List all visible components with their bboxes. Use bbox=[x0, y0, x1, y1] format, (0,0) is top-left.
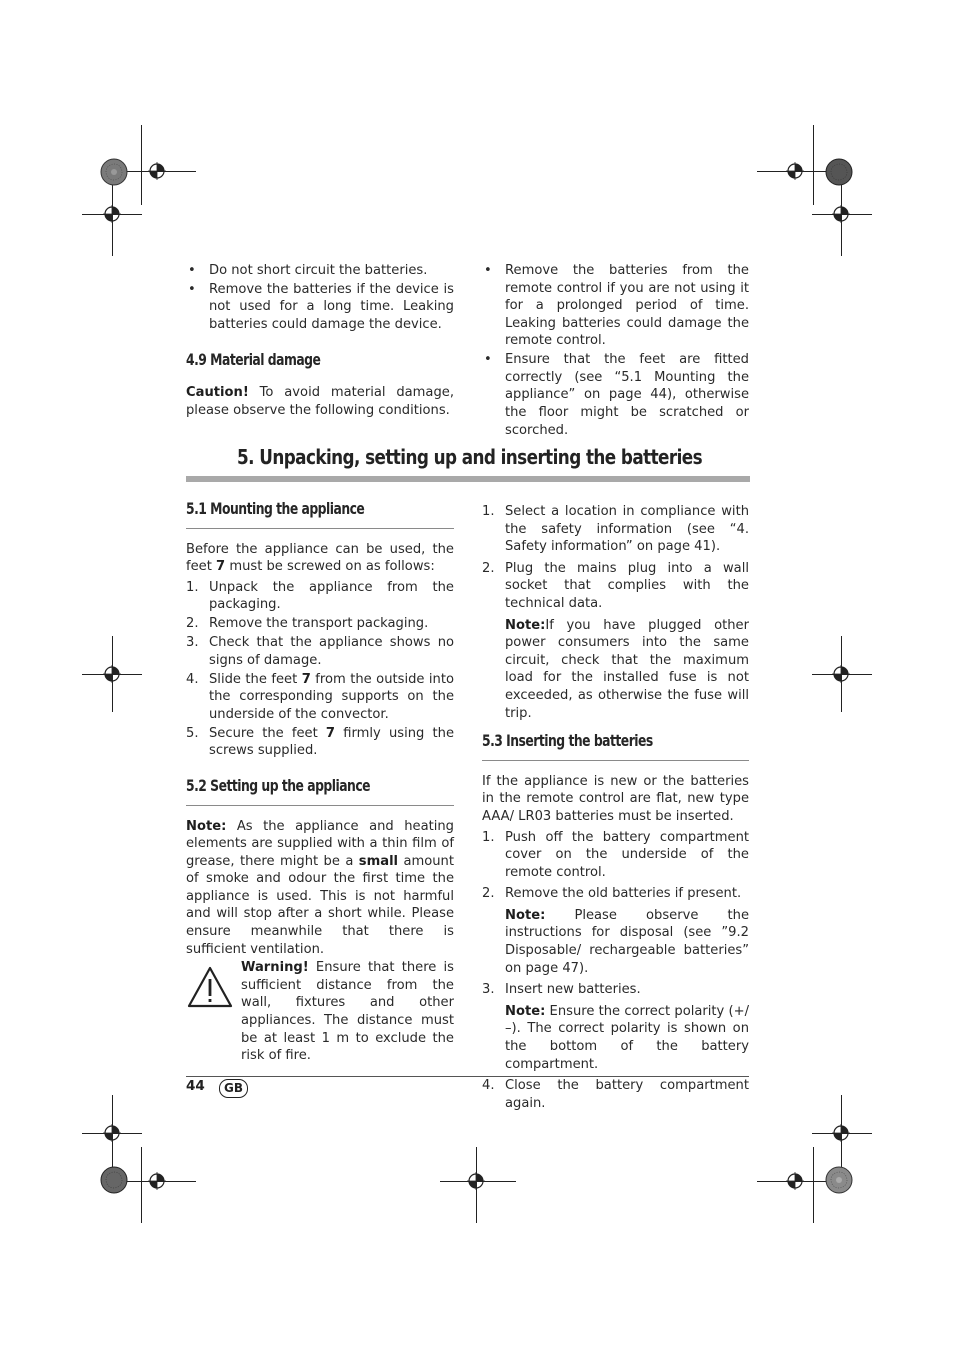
bottom-right-column bbox=[482, 503, 749, 1114]
batteries-intro: If the appliance is new or the batteries in the remote control are flat, new type AAA/ LR03 batteries must be inserted. bbox=[482, 773, 749, 824]
list-item: • Remove the batteries from the remote control if you are not using it for a prolonged period of time. Leaking batteries could damage the remote control. bbox=[482, 262, 749, 350]
battery-steps-3 bbox=[482, 1077, 749, 1112]
list-item: 1. Push off the battery compartment cover on the underside of the remote control. bbox=[482, 829, 749, 880]
list-item: • Ensure that the feet are fitted correctly (see “5.1 Mounting the appliance” on page 44), otherwise the floor might be scratched or scorched. bbox=[482, 351, 749, 439]
bottom-left-column bbox=[186, 500, 454, 1065]
top-left-column bbox=[186, 262, 454, 419]
section-4-9-title: 4.9 Material damage bbox=[186, 349, 321, 369]
section-5-3-heading-wrap bbox=[482, 732, 749, 761]
registration-mark-icon bbox=[832, 205, 850, 223]
battery-bullets-right bbox=[482, 262, 749, 439]
list-item: 4. Slide the feet 7 from the outside into the corresponding supports on the underside of the convector. bbox=[186, 671, 454, 722]
top-right-column bbox=[482, 262, 749, 441]
registration-mark-icon bbox=[148, 162, 166, 180]
section-5-2-title: 5.2 Setting up the appliance bbox=[186, 775, 371, 795]
registration-mark-icon bbox=[103, 205, 121, 223]
list-item: 2. Remove the transport packaging. bbox=[186, 616, 429, 632]
list-item: 2. Plug the mains plug into a wall socket that complies with the technical data. bbox=[482, 560, 749, 611]
polarity-note: Note: Ensure the correct polarity (+/ –). The correct polarity is shown on the bottom of the battery compartment. bbox=[505, 1003, 749, 1072]
page-number: 44 bbox=[186, 1078, 205, 1094]
caution-label: Caution! bbox=[186, 385, 249, 401]
section-5-1-title: 5.1 Mounting the appliance bbox=[186, 499, 365, 518]
list-item: 2. Remove the old batteries if present. bbox=[482, 886, 742, 902]
section-5-1-heading-wrap bbox=[186, 500, 454, 529]
footer-rule bbox=[186, 1076, 749, 1077]
warning-triangle-icon bbox=[186, 965, 234, 1009]
fire-warning bbox=[186, 959, 454, 1065]
language-badge: GB bbox=[219, 1079, 248, 1098]
list-item: 5. Secure the feet 7 firmly using the screws supplied. bbox=[186, 725, 454, 759]
registration-mark-icon bbox=[103, 665, 121, 683]
battery-bullets-left bbox=[186, 262, 454, 334]
registration-mark-icon bbox=[832, 665, 850, 683]
registration-mark-icon bbox=[103, 1124, 121, 1142]
registration-mark-icon bbox=[786, 162, 804, 180]
mounting-steps bbox=[186, 579, 454, 760]
section-5-2-heading-wrap bbox=[186, 777, 454, 806]
color-disc-icon bbox=[100, 158, 128, 186]
mounting-intro: Before the appliance can be used, the feet 7 must be screwed on as follows: bbox=[186, 541, 454, 575]
registration-mark-icon bbox=[832, 1124, 850, 1142]
chapter-title-bar bbox=[186, 476, 750, 482]
section-5-3-title: 5.3 Inserting the batteries bbox=[482, 731, 653, 751]
caution-text: To avoid material damage, please observe the following conditions. bbox=[186, 385, 454, 418]
section-4-9-heading-wrap bbox=[186, 351, 454, 377]
color-disc-icon bbox=[100, 1166, 128, 1194]
chapter-title: 5. Unpacking, setting up and inserting the batteries bbox=[237, 445, 703, 469]
fuse-note: Note:If you have plugged other power consumers into the same circuit, check that the maximum load for the installed fuse is not exceeded, as otherwise the fuse will trip. bbox=[505, 617, 749, 721]
disposal-note: Note: Please observe the instructions for disposal (see ”9.2 Disposable/ rechargeable batteries” on page 47). bbox=[505, 907, 749, 976]
color-disc-icon bbox=[825, 1166, 853, 1194]
caution-paragraph bbox=[186, 384, 454, 419]
color-disc-icon bbox=[825, 158, 853, 186]
list-item: • Remove the batteries if the device is not used for a long time. Leaking batteries could damage the device. bbox=[186, 281, 454, 334]
warning-text: Ensure that there is sufficient distance from the wall, fixtures and other appliances. The distance must be at least 1 m to exclude the risk of fire. bbox=[241, 960, 454, 1064]
list-item: 4. Close the battery compartment again. bbox=[482, 1078, 749, 1111]
battery-steps-1 bbox=[482, 829, 749, 903]
grease-note: Note: As the appliance and heating elements are supplied with a thin film of grease, there might be a small amount of smoke and odour the first time the appliance is used. This is not harmful and will stop after a short while. Please ensure meanwhile that there is sufficient ventilation. bbox=[186, 818, 454, 957]
list-item: 3. Insert new batteries. bbox=[482, 982, 641, 998]
list-item: 1. Select a location in compliance with the safety information (see “4. Safety information” on page 41). bbox=[482, 504, 749, 555]
registration-mark-icon bbox=[467, 1172, 485, 1190]
warning-label: Warning! bbox=[241, 960, 309, 976]
registration-mark-icon bbox=[786, 1172, 804, 1190]
list-item: 1. Unpack the appliance from the packaging. bbox=[186, 579, 454, 613]
list-item: 3. Check that the appliance shows no signs of damage. bbox=[186, 635, 454, 668]
list-item: • Do not short circuit the batteries. bbox=[186, 262, 454, 280]
registration-mark-icon bbox=[148, 1172, 166, 1190]
setup-steps bbox=[482, 503, 749, 613]
battery-steps-2 bbox=[482, 981, 749, 999]
